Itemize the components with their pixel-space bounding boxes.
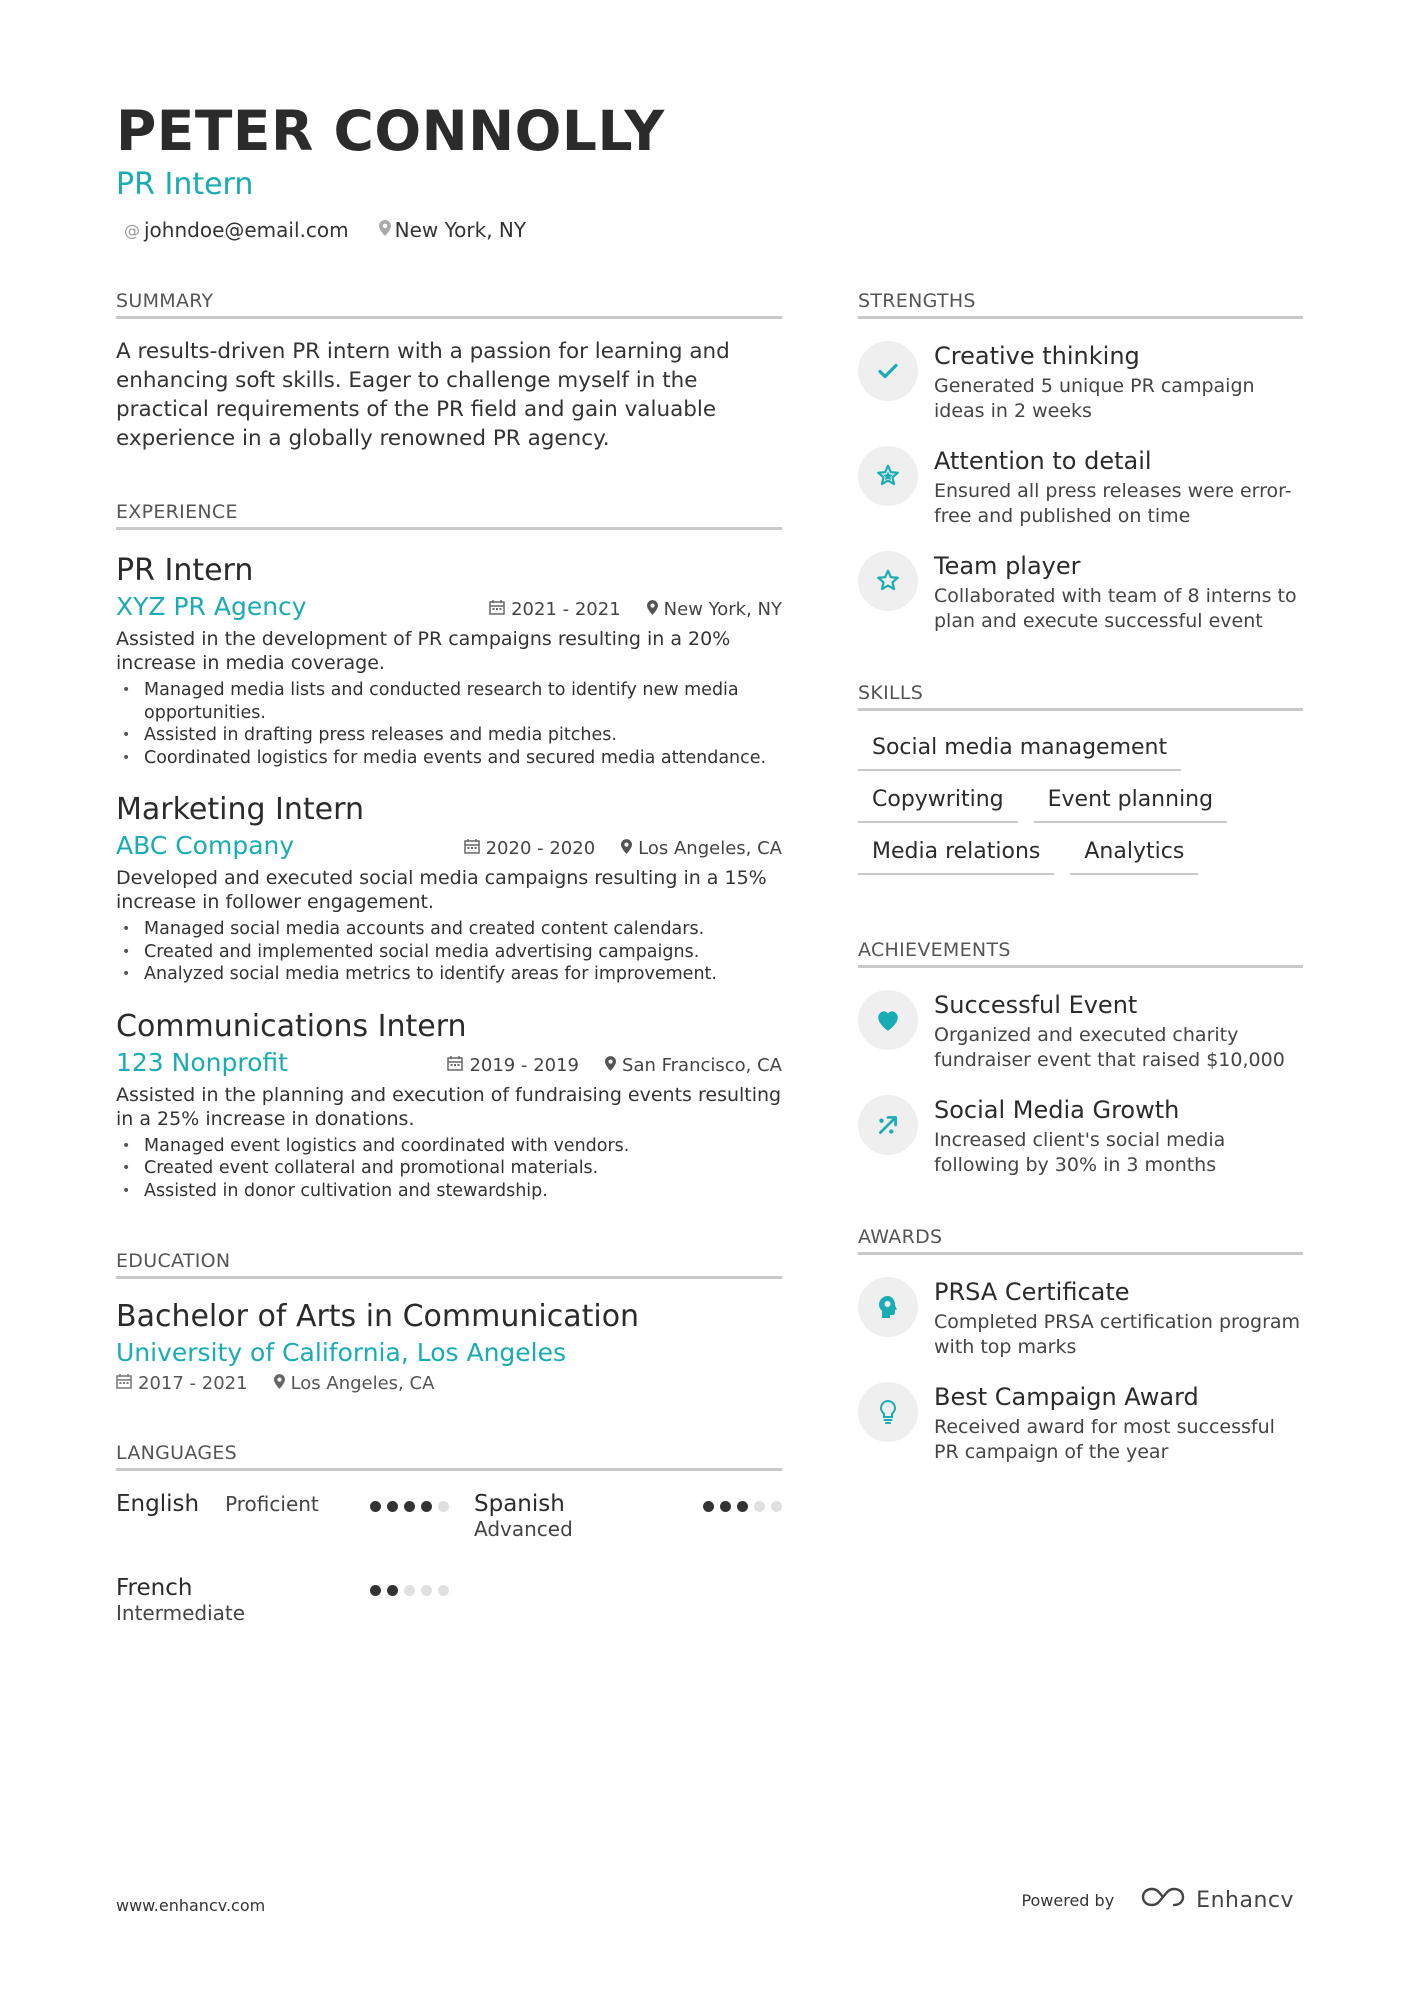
rating-dot-empty	[771, 1501, 782, 1512]
contact-line	[116, 218, 1316, 242]
list-item: • Managed social media accounts and created content calendars.	[116, 918, 782, 941]
rating-dot-filled	[387, 1585, 398, 1596]
job-bullets	[116, 918, 782, 986]
location-text: New York, NY	[394, 218, 527, 243]
location-pin-icon	[621, 838, 632, 859]
rating-dot-empty	[754, 1501, 765, 1512]
location-pin-icon	[647, 599, 658, 620]
section-title-skills: SKILLS	[858, 682, 1303, 711]
rating-dot-filled	[703, 1501, 714, 1512]
strength-item	[858, 341, 1303, 424]
location-pin-icon	[274, 1373, 285, 1394]
right-column	[858, 290, 1303, 1465]
language-rating	[370, 1585, 449, 1596]
star-sparkle-icon	[858, 446, 918, 506]
rating-dot-empty	[421, 1585, 432, 1596]
achievements-section	[858, 939, 1303, 1178]
list-item: • Assisted in drafting press releases and media pitches.	[116, 724, 782, 747]
lightbulb-icon	[858, 1382, 918, 1442]
skill-tag: Analytics	[1070, 837, 1198, 875]
section-title-education: EDUCATION	[116, 1250, 782, 1279]
rating-dot-filled	[404, 1501, 415, 1512]
strengths-section	[858, 290, 1303, 634]
education-location: Los Angeles, CA	[290, 1373, 435, 1394]
experience-entry	[116, 791, 782, 986]
rating-dot-filled	[737, 1501, 748, 1512]
rating-dot-filled	[387, 1501, 398, 1512]
job-description: Developed and executed social media campaigns resulting in a 15% increase in follower engagement.	[116, 867, 767, 913]
head-idea-icon	[858, 1277, 918, 1337]
section-title-summary: SUMMARY	[116, 290, 782, 319]
language-level: Intermediate	[116, 1601, 246, 1625]
strength-desc: Collaborated with team of 8 interns to plan and execute successful event	[934, 585, 1297, 632]
achievement-title: Social Media Growth	[934, 1096, 1180, 1124]
award-desc: Completed PRSA certification program with top marks	[934, 1311, 1301, 1358]
rating-dot-filled	[720, 1501, 731, 1512]
language-item	[116, 1575, 449, 1631]
list-item: • Created event collateral and promotional materials.	[116, 1157, 782, 1180]
calendar-icon	[447, 1055, 463, 1076]
at-icon: @	[124, 220, 140, 240]
location-pin-icon	[605, 1055, 616, 1076]
rating-dot-filled	[370, 1585, 381, 1596]
company-name: XYZ PR Agency	[116, 592, 307, 621]
language-name: French	[116, 1575, 193, 1601]
strength-item	[858, 446, 1303, 529]
strength-title: Attention to detail	[934, 447, 1152, 475]
powered-by-label: Powered by	[1021, 1890, 1115, 1910]
strength-desc: Ensured all press releases were error-free and published on time	[934, 480, 1292, 527]
experience-section	[116, 501, 782, 1202]
experience-entry	[116, 552, 782, 769]
award-title: PRSA Certificate	[934, 1278, 1130, 1306]
job-bullets	[116, 679, 782, 769]
section-title-languages: LANGUAGES	[116, 1442, 782, 1471]
languages-section	[116, 1442, 782, 1631]
email-text: johndoe@email.com	[144, 218, 349, 243]
strength-item	[858, 551, 1303, 634]
award-item	[858, 1382, 1303, 1465]
company-name: 123 Nonprofit	[116, 1047, 288, 1077]
strength-title: Team player	[934, 552, 1081, 580]
language-level: Proficient	[225, 1492, 319, 1516]
list-item: • Assisted in donor cultivation and stewardship.	[116, 1180, 782, 1203]
section-title-strengths: STRENGTHS	[858, 290, 1303, 319]
job-location: San Francisco, CA	[622, 1054, 782, 1076]
job-title: PR Intern	[116, 553, 254, 588]
rating-dot-empty	[438, 1501, 449, 1512]
location-pin-icon	[379, 220, 391, 240]
left-column	[116, 290, 782, 1631]
strength-desc: Generated 5 unique PR campaign ideas in 2 weeks	[934, 375, 1255, 422]
skill-tag: Media relations	[858, 837, 1054, 875]
job-title: Communications Intern	[116, 1008, 467, 1044]
skill-tag: Copywriting	[858, 785, 1018, 823]
job-description: Assisted in the development of PR campaigns resulting in a 20% increase in media coverage.	[116, 628, 731, 674]
degree-title: Bachelor of Arts in Communication	[116, 1299, 640, 1334]
language-name: English	[116, 1491, 200, 1517]
job-description: Assisted in the planning and execution of fundraising events resulting in a 25% increase in donations.	[116, 1083, 782, 1130]
achievement-desc: Increased client's social media following by 30% in 3 months	[934, 1129, 1226, 1176]
calendar-icon	[464, 838, 480, 859]
award-title: Best Campaign Award	[934, 1383, 1199, 1411]
language-rating	[703, 1501, 782, 1512]
resume-header	[116, 100, 1316, 242]
list-item: • Analyzed social media metrics to identify areas for improvement.	[116, 963, 782, 986]
job-bullets	[116, 1135, 782, 1203]
section-title-awards: AWARDS	[858, 1226, 1303, 1255]
rating-dot-filled	[421, 1501, 432, 1512]
job-dates: 2020 - 2020	[485, 838, 596, 859]
infinity-logo-icon	[1140, 1886, 1186, 1914]
company-name: ABC Company	[116, 831, 295, 860]
achievement-item	[858, 990, 1303, 1073]
experience-entry	[116, 1008, 782, 1203]
calendar-icon	[116, 1373, 132, 1394]
language-item	[116, 1491, 449, 1547]
section-title-experience: EXPERIENCE	[116, 501, 782, 530]
candidate-name: PETER CONNOLLY	[116, 99, 665, 163]
language-item	[474, 1491, 782, 1547]
job-dates: 2021 - 2021	[511, 599, 621, 620]
rating-dot-filled	[370, 1501, 381, 1512]
awards-section	[858, 1226, 1303, 1465]
contact-email[interactable]	[124, 218, 349, 242]
skill-tag: Event planning	[1034, 785, 1227, 823]
brand-name: Enhancv	[1196, 1887, 1294, 1913]
job-location: Los Angeles, CA	[638, 838, 782, 859]
calendar-icon	[489, 599, 505, 620]
job-location: New York, NY	[663, 599, 782, 620]
language-name: Spanish	[474, 1491, 565, 1517]
list-item: • Coordinated logistics for media events and secured media attendance.	[116, 747, 782, 770]
strength-title: Creative thinking	[934, 342, 1140, 370]
brand-logo[interactable]	[1140, 1886, 1294, 1914]
education-section	[116, 1250, 782, 1394]
achievement-desc: Organized and executed charity fundraiser event that raised $10,000	[934, 1024, 1285, 1071]
rating-dot-empty	[438, 1585, 449, 1596]
star-outline-icon	[858, 551, 918, 611]
education-dates: 2017 - 2021	[138, 1373, 248, 1394]
growth-arrow-icon	[858, 1095, 918, 1155]
section-title-achievements: ACHIEVEMENTS	[858, 939, 1303, 968]
check-icon	[858, 341, 918, 401]
award-desc: Received award for most successful PR campaign of the year	[934, 1416, 1275, 1463]
achievement-title: Successful Event	[934, 991, 1138, 1019]
school-name: University of California, Los Angeles	[116, 1338, 567, 1367]
language-level: Advanced	[474, 1517, 573, 1541]
skill-tag: Social media management	[858, 733, 1181, 771]
rating-dot-empty	[404, 1585, 415, 1596]
summary-section	[116, 290, 782, 453]
skills-section	[858, 682, 1303, 875]
footer-branding	[1021, 1886, 1294, 1914]
list-item: • Managed event logistics and coordinated with vendors.	[116, 1135, 782, 1158]
list-item: • Created and implemented social media advertising campaigns.	[116, 941, 782, 964]
language-rating	[370, 1501, 449, 1512]
heart-icon	[858, 990, 918, 1050]
list-item: • Managed media lists and conducted research to identify new media opportunities.	[116, 679, 782, 724]
contact-location	[379, 218, 526, 242]
achievement-item	[858, 1095, 1303, 1178]
award-item	[858, 1277, 1303, 1360]
summary-text: A results-driven PR intern with a passion for learning and enhancing soft skills. Eager to challenge myself in the practical requirements of the PR field and gain valuable experience in a globally renowned PR agency.	[116, 339, 730, 451]
job-dates: 2019 - 2019	[469, 1054, 580, 1076]
job-title: Marketing Intern	[116, 792, 364, 827]
footer-website[interactable]: www.enhancv.com	[116, 1896, 266, 1915]
candidate-role: PR Intern	[116, 167, 254, 203]
